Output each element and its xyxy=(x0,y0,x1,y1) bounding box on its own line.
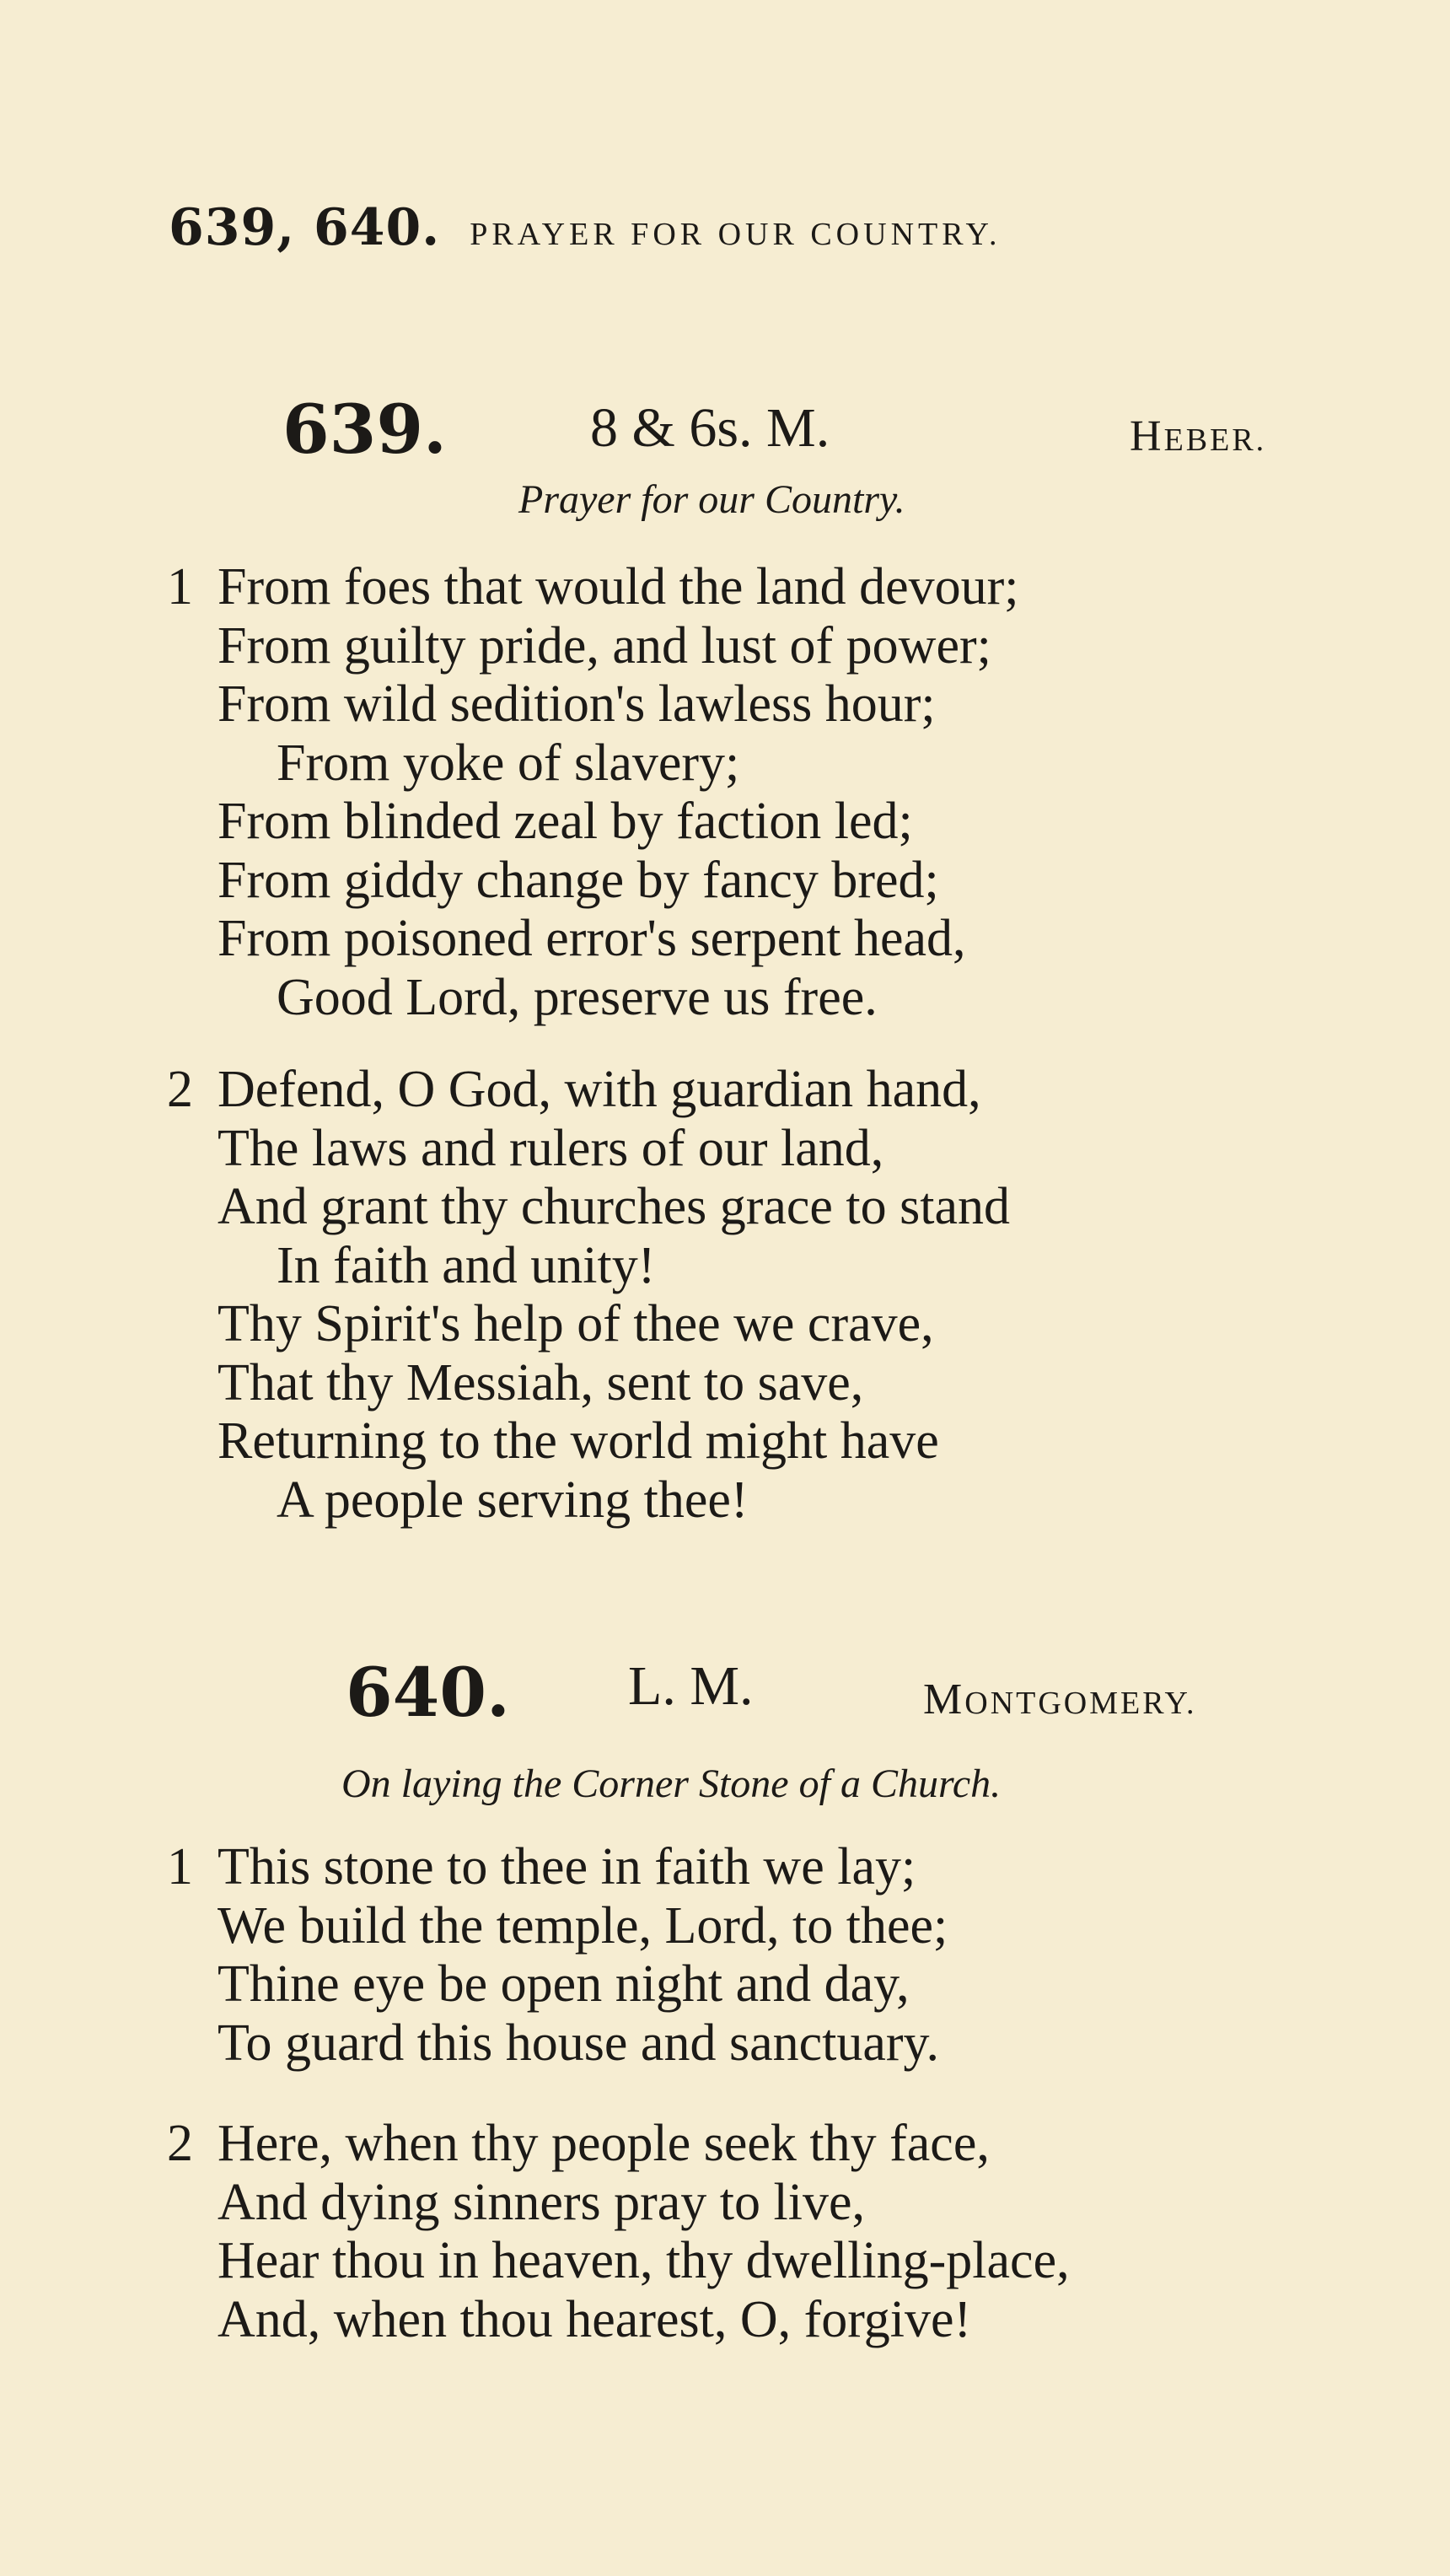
verse-line: From guilty pride, and lust of power; xyxy=(218,616,991,675)
verse-line: From giddy change by fancy bred; xyxy=(218,851,939,909)
stanza xyxy=(167,1061,1011,1530)
stanza-number: 1 xyxy=(167,558,193,616)
hymn-subtitle: On laying the Corner Stone of a Church. xyxy=(341,1761,1002,1806)
stanza-number: 1 xyxy=(167,1838,193,1896)
hymn-meter: L. M. xyxy=(628,1655,754,1717)
verse-line: Good Lord, preserve us free. xyxy=(277,968,878,1026)
verse-line: A people serving thee! xyxy=(277,1471,749,1529)
verse-line: Hear thou in heaven, thy dwelling-place, xyxy=(218,2232,1070,2289)
stanza xyxy=(167,558,1019,1027)
stanza-number: 2 xyxy=(167,2115,193,2172)
running-head-title: PRAYER FOR OUR COUNTRY. xyxy=(470,217,1002,252)
running-head xyxy=(169,198,1002,257)
stanza-number: 2 xyxy=(167,1061,193,1118)
hymn-subtitle: Prayer for our Country. xyxy=(518,477,905,522)
verse-line-text: This stone to thee in faith we lay; xyxy=(218,1838,916,1896)
verse-line: And dying sinners pray to live, xyxy=(218,2173,866,2231)
hymn-author: HEBER. xyxy=(1130,412,1267,460)
verse-line-text: Defend, O God, with guardian hand, xyxy=(218,1061,981,1118)
verse-line: In faith and unity! xyxy=(277,1236,656,1294)
verse-line: And, when thou hearest, O, forgive! xyxy=(218,2290,972,2348)
verse-line: From wild sedition's lawless hour; xyxy=(218,675,936,733)
verse-line-text: From foes that would the land devour; xyxy=(218,558,1019,616)
stanza xyxy=(167,2115,1070,2349)
stanza xyxy=(167,1838,948,2073)
hymn-author: MONTGOMERY. xyxy=(923,1675,1197,1724)
verse-line xyxy=(167,2115,1070,2174)
hymn-number: 639. xyxy=(282,390,447,469)
verse-line: From blinded zeal by faction led; xyxy=(218,793,913,850)
verse-line: And grant thy churches grace to stand xyxy=(218,1178,1011,1235)
verse-line: Returning to the world might have xyxy=(218,1412,939,1470)
verse-line xyxy=(167,558,1019,617)
hymn-meter: 8 & 6s. M. xyxy=(590,397,830,459)
verse-line: That thy Messiah, sent to save, xyxy=(218,1353,864,1412)
hymn-number: 640. xyxy=(346,1653,510,1732)
verse-line: To guard this house and sanctuary. xyxy=(218,2014,939,2072)
running-head-numbers: 639, 640. xyxy=(169,198,441,257)
verse-line: From yoke of slavery; xyxy=(277,734,740,792)
verse-line: The laws and rulers of our land, xyxy=(218,1119,884,1177)
verse-line: We build the temple, Lord, to thee; xyxy=(218,1896,948,1955)
verse-line-text: Here, when thy people seek thy face, xyxy=(218,2115,990,2172)
verse-line: From poisoned error's serpent head, xyxy=(218,910,966,967)
verse-line xyxy=(167,1838,948,1897)
verse-line xyxy=(167,1061,1010,1120)
verse-line: Thy Spirit's help of thee we crave, xyxy=(218,1295,934,1353)
verse-line: Thine eye be open night and day, xyxy=(218,1955,910,2013)
